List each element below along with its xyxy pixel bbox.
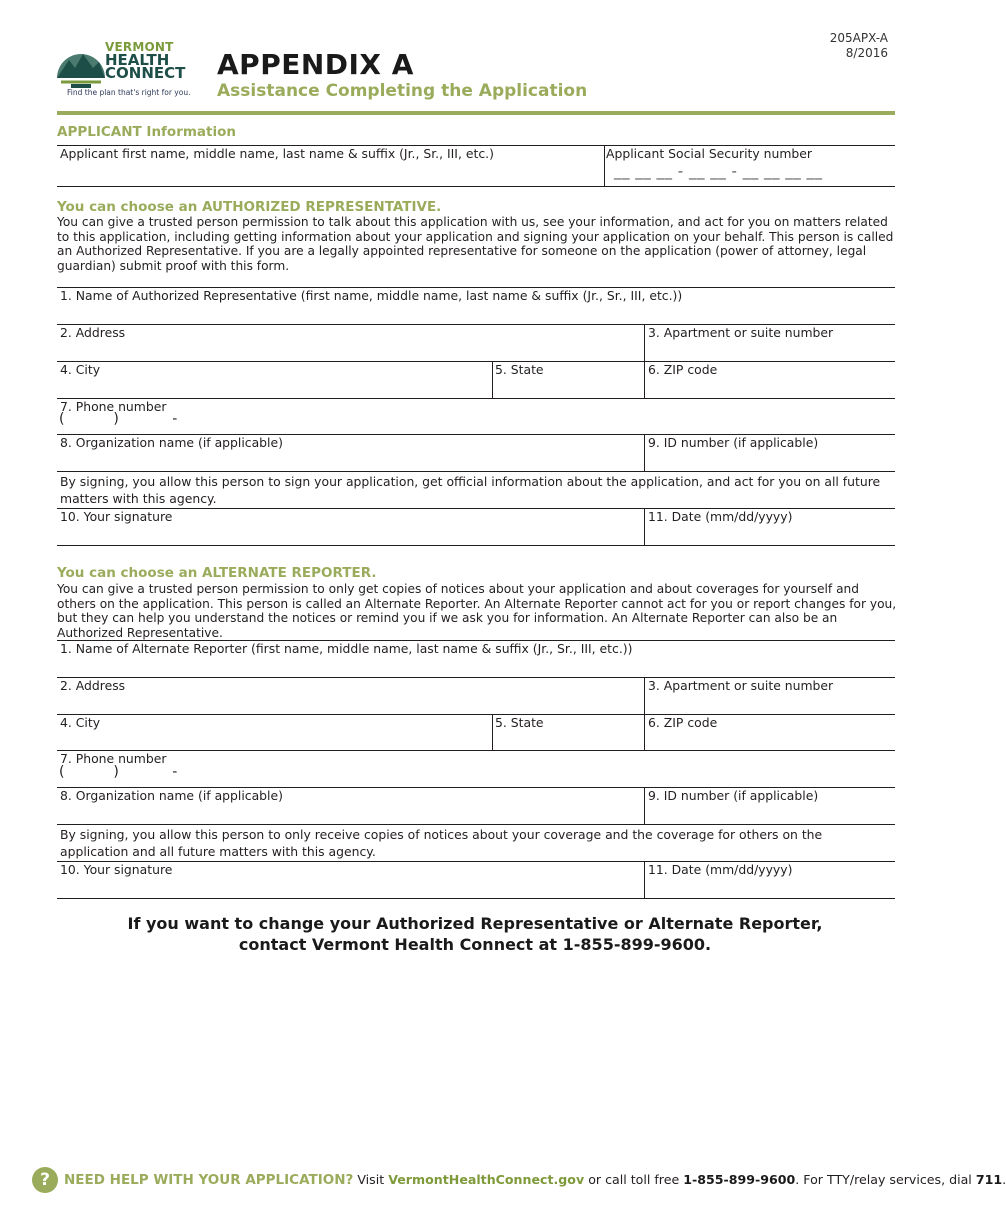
ar-apt-label: 3. Apartment or suite number <box>648 325 834 340</box>
logo-line-health: HEALTH <box>105 51 170 69</box>
alt-address-label: 2. Address <box>60 678 126 693</box>
ar-city-label: 4. City <box>60 362 101 377</box>
help-text <box>64 1172 1006 1188</box>
alt-organization-label: 8. Organization name (if applicable) <box>60 788 283 803</box>
question-icon: ? <box>32 1167 58 1193</box>
ar-phone-label: 7. Phone number <box>60 399 167 414</box>
ar-date-label: 11. Date (mm/dd/yyyy) <box>648 509 793 524</box>
ar-organization-label: 8. Organization name (if applicable) <box>60 435 283 450</box>
ar-city-field[interactable] <box>57 361 492 398</box>
alt-zip-field[interactable] <box>645 714 895 750</box>
alt-phone-label: 7. Phone number <box>60 751 167 766</box>
logo-line-vermont: VERMONT <box>105 40 174 54</box>
help-question: NEED HELP WITH YOUR APPLICATION? <box>64 1172 354 1188</box>
applicant-name-label: Applicant first name, middle name, last name & suffix (Jr., Sr., III, etc.) <box>60 146 494 161</box>
applicant-bottom-line <box>57 186 895 187</box>
ar-zip-field[interactable] <box>645 361 895 398</box>
authorized-rep-description: You can give a trusted person permission to talk about this application with us, see your information, and act for you on matters related to this application, including getting information about your application and signing your application on your behalf. This person is called an Authorized Representative. If you are a legally appointed representative for someone on the application (power of attorney, legal guardian) submit proof with this form. <box>57 215 894 273</box>
alt-date-field[interactable] <box>645 861 895 898</box>
alt-state-label: 5. State <box>495 715 544 730</box>
help-tty: . For TTY/relay services, dial <box>795 1172 972 1187</box>
alt-apt-label: 3. Apartment or suite number <box>648 678 834 693</box>
ar-signature-label: 10. Your signature <box>60 509 173 524</box>
alt-consent-text: By signing, you allow this person to only receive copies of notices about your coverage and the coverage for others on the application and all future matters with this agency. <box>60 827 823 859</box>
page-subtitle: Assistance Completing the Application <box>217 81 588 101</box>
alt-signature-field[interactable] <box>57 861 644 898</box>
help-end: . <box>1002 1172 1006 1187</box>
help-call: or call toll free <box>588 1172 680 1187</box>
alt-name-label: 1. Name of Alternate Reporter (first name, middle name, last name & suffix (Jr., Sr., III, etc.)) <box>60 641 633 656</box>
ar-id-label: 9. ID number (if applicable) <box>648 435 819 450</box>
alt-line-6 <box>57 824 895 825</box>
ar-state-field[interactable] <box>493 361 644 398</box>
alt-phone-field[interactable] <box>57 750 895 787</box>
applicant-heading: APPLICANT Information <box>57 124 237 140</box>
logo-line-connect: CONNECT <box>105 64 186 82</box>
alt-address-field[interactable] <box>57 677 644 714</box>
alt-id-label: 9. ID number (if applicable) <box>648 788 819 803</box>
mountain-logo-icon <box>55 38 107 90</box>
alt-organization-field[interactable] <box>57 787 644 824</box>
alt-zip-label: 6. ZIP code <box>648 715 718 730</box>
alt-id-field[interactable] <box>645 787 895 824</box>
applicant-ssn-label: Applicant Social Security number <box>606 146 813 161</box>
ar-address-field[interactable] <box>57 324 644 361</box>
ar-organization-field[interactable] <box>57 434 644 471</box>
authorized-rep-heading: You can choose an AUTHORIZED REPRESENTATIVE. <box>57 199 442 215</box>
help-phone: 1-855-899-9600 <box>683 1172 796 1187</box>
ssn-mask: __ __ __ - __ __ - __ __ __ __ <box>614 162 823 180</box>
alt-city-label: 4. City <box>60 715 101 730</box>
ar-name-field[interactable] <box>57 287 895 324</box>
form-revision-date: 8/2016 <box>845 46 888 60</box>
alternate-reporter-description: You can give a trusted person permission to only get copies of notices about your application and about coverages for yourself and others on the application. This person is called an Alternate Reporter. An Alternate Reporter cannot act for you or report changes for you, but they can help you understand the notices or remind you if we ask you for information. An Alternate Reporter can also be an Authorized Representative. <box>57 582 897 640</box>
applicant-ssn-field[interactable] <box>605 145 895 186</box>
alt-name-field[interactable] <box>57 640 895 677</box>
ar-line-6 <box>57 471 895 472</box>
ar-apt-field[interactable] <box>645 324 895 361</box>
alt-state-field[interactable] <box>493 714 644 750</box>
alt-apt-field[interactable] <box>645 677 895 714</box>
logo-tagline: Find the plan that's right for you. <box>67 88 191 97</box>
ar-consent-text: By signing, you allow this person to sign your application, get official information about the application, and act for you on all future matters with this agency. <box>60 474 881 506</box>
ar-zip-label: 6. ZIP code <box>648 362 718 377</box>
alternate-reporter-heading: You can choose an ALTERNATE REPORTER. <box>57 565 377 581</box>
ar-id-field[interactable] <box>645 434 895 471</box>
help-visit: Visit <box>357 1172 385 1187</box>
change-notice-line-1: If you want to change your Authorized Representative or Alternate Reporter, <box>127 914 823 933</box>
ar-date-field[interactable] <box>645 508 895 545</box>
alt-phone-mask: ( ) - <box>59 764 178 780</box>
ar-state-label: 5. State <box>495 362 544 377</box>
vermont-health-connect-logo <box>55 38 190 100</box>
applicant-name-field[interactable] <box>57 145 604 186</box>
alt-signature-label: 10. Your signature <box>60 862 173 877</box>
ar-phone-mask: ( ) - <box>59 411 178 427</box>
change-contact-notice <box>0 913 950 955</box>
form-code <box>830 31 888 61</box>
page-title: APPENDIX A <box>217 48 414 81</box>
ar-address-label: 2. Address <box>60 325 126 340</box>
form-number: 205APX-A <box>829 31 888 45</box>
ar-phone-field[interactable] <box>57 398 895 434</box>
ar-line-8 <box>57 545 895 546</box>
header-divider <box>57 111 895 115</box>
alt-city-field[interactable] <box>57 714 492 750</box>
help-tty-number: 711 <box>975 1172 1003 1187</box>
alt-date-label: 11. Date (mm/dd/yyyy) <box>648 862 793 877</box>
ar-name-label: 1. Name of Authorized Representative (first name, middle name, last name & suffix (Jr., Sr., III, etc.)) <box>60 288 683 303</box>
help-website-link[interactable]: VermontHealthConnect.gov <box>388 1172 585 1187</box>
ar-signature-field[interactable] <box>57 508 644 545</box>
change-notice-line-2: contact Vermont Health Connect at 1-855-899-9600. <box>238 935 712 954</box>
alt-line-8 <box>57 898 895 899</box>
